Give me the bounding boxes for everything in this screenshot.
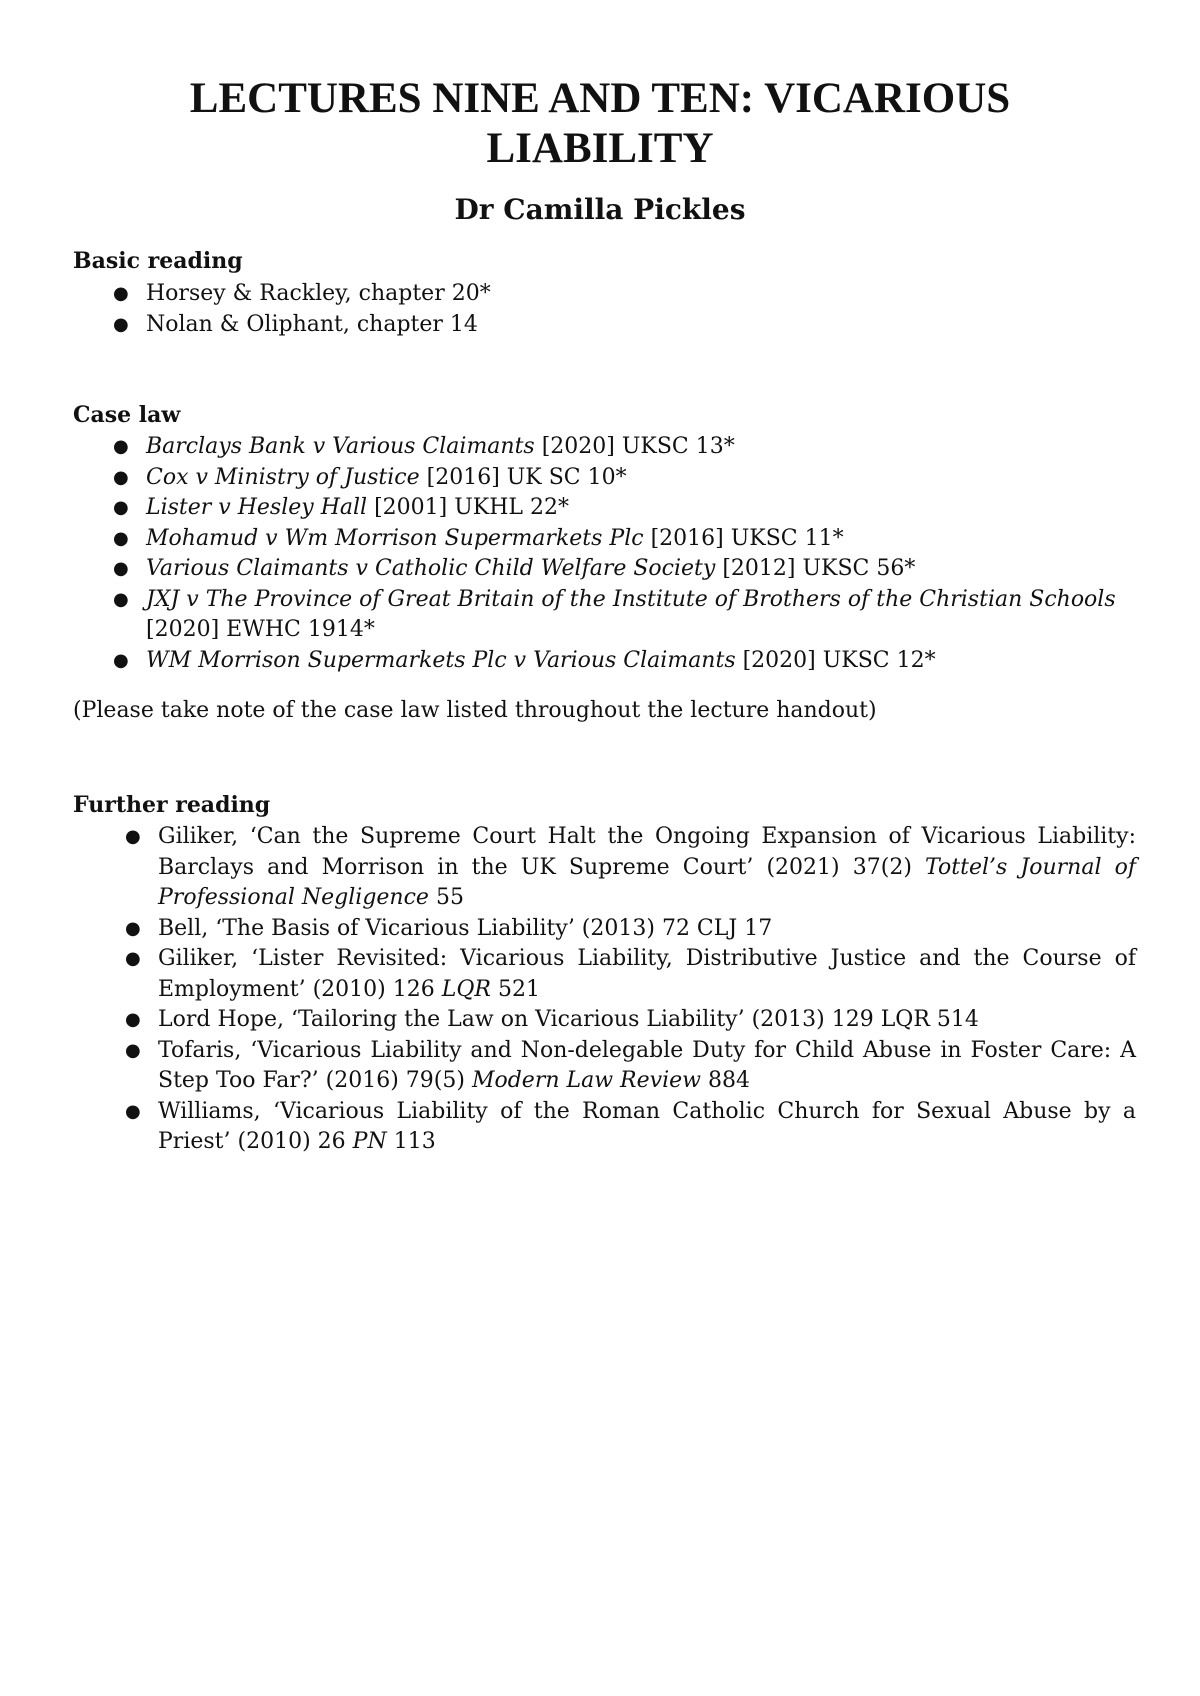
- case-name: Cox v Ministry of Justice: [146, 464, 420, 490]
- bullet-icon: ●: [125, 948, 141, 969]
- case-name: Various Claimants v Catholic Child Welfare Society: [146, 556, 716, 581]
- list-item: [113, 646, 1136, 677]
- case-citation: [2016] UK SC 10*: [419, 464, 627, 490]
- case-citation: [2001] UKHL 22*: [367, 495, 569, 520]
- list-item: [113, 279, 1136, 310]
- case-name: Mohamud v Wm Morrison Supermarkets Plc: [146, 525, 644, 551]
- list-item: [113, 524, 1136, 555]
- bullet-icon: ●: [125, 1039, 141, 1061]
- reference-text: Lord Hope, ‘Tailoring the Law on Vicarious Liability’ (2013) 129 LQR 514: [158, 1007, 979, 1032]
- list-item: [125, 914, 1136, 945]
- list-item: [113, 493, 1136, 524]
- case-citation: [2012] UKSC 56*: [715, 556, 916, 581]
- case-citation: [2020] UKSC 13*: [534, 434, 735, 459]
- list-item: [113, 463, 1136, 494]
- bullet-icon: ●: [125, 1009, 141, 1030]
- reference-page: 113: [386, 1129, 436, 1154]
- journal-name: Tottel’s Journal of Professional Negligence: [158, 854, 1136, 910]
- case-law-heading: Case law: [73, 402, 181, 428]
- reference-page: 884: [700, 1068, 750, 1093]
- list-item: [113, 310, 1136, 341]
- list-item: [113, 585, 1136, 646]
- bullet-icon: ●: [125, 826, 141, 847]
- case-name: Lister v Hesley Hall: [146, 495, 368, 520]
- reference-text: Giliker, ‘Lister Revisited: Vicarious Liability, Distributive Justice and the Course of Employment’ (2010) 126: [158, 946, 1136, 1002]
- case-name: JXJ v The Province of Great Britain of the Institute of Brothers of the Christian Schools: [146, 586, 1116, 612]
- bullet-icon: ●: [113, 466, 129, 488]
- list-item: [125, 1036, 1136, 1097]
- basic-reading-item: Nolan & Oliphant, chapter 14: [146, 311, 478, 337]
- reference-page: 55: [428, 885, 464, 910]
- list-item: [113, 554, 1136, 585]
- bullet-icon: ●: [113, 558, 129, 579]
- case-name: Barclays Bank v Various Claimants: [146, 434, 535, 459]
- basic-reading-list: [113, 279, 1136, 340]
- basic-reading-item: Horsey & Rackley, chapter 20*: [146, 281, 491, 306]
- list-item: [125, 944, 1136, 1005]
- case-citation: [2016] UKSC 11*: [643, 525, 844, 551]
- case-law-note: (Please take note of the case law listed throughout the lecture handout): [73, 698, 877, 723]
- bullet-icon: ●: [113, 283, 129, 304]
- bullet-icon: ●: [113, 436, 129, 457]
- journal-name: LQR: [441, 976, 491, 1002]
- journal-name: PN: [352, 1129, 387, 1154]
- bullet-icon: ●: [113, 527, 129, 549]
- list-item: [125, 822, 1136, 914]
- case-citation: [2020] EWHC 1914*: [146, 617, 375, 642]
- reference-text: Williams, ‘Vicarious Liability of the Roman Catholic Church for Sexual Abuse by a Priest’ (2010) 26: [158, 1098, 1136, 1154]
- list-item: [125, 1005, 1136, 1036]
- case-law-list: [113, 432, 1136, 676]
- list-item: [113, 432, 1136, 463]
- reference-text: Bell, ‘The Basis of Vicarious Liability’ (2013) 72 CLJ 17: [158, 915, 773, 941]
- bullet-icon: ●: [125, 1100, 141, 1122]
- further-reading-heading: Further reading: [73, 792, 271, 818]
- further-reading-list: [125, 822, 1136, 1158]
- reference-text: Giliker, ‘Can the Supreme Court Halt the Ongoing Expansion of Vicarious Liability: Barclays and Morrison in the UK Supreme Court’ (2021) 37(2): [158, 824, 1136, 880]
- bullet-icon: ●: [113, 649, 129, 671]
- document-author: Dr Camilla Pickles: [454, 193, 746, 226]
- list-item: [125, 1097, 1136, 1158]
- document-title: LECTURES NINE AND TEN: VICARIOUS LIABILITY: [189, 75, 1011, 172]
- bullet-icon: ●: [125, 917, 141, 939]
- bullet-icon: ●: [113, 313, 129, 335]
- reference-text: Tofaris, ‘Vicarious Liability and Non-delegable Duty for Child Abuse in Foster Care: A Step Too Far?’ (2016) 79(5): [158, 1037, 1136, 1093]
- bullet-icon: ●: [113, 497, 129, 518]
- basic-reading-heading: Basic reading: [73, 248, 243, 274]
- case-citation: [2020] UKSC 12*: [735, 647, 936, 673]
- reference-page: 521: [490, 976, 540, 1002]
- journal-name: Modern Law Review: [471, 1068, 701, 1093]
- case-name: WM Morrison Supermarkets Plc v Various Claimants: [146, 647, 736, 673]
- bullet-icon: ●: [113, 588, 129, 610]
